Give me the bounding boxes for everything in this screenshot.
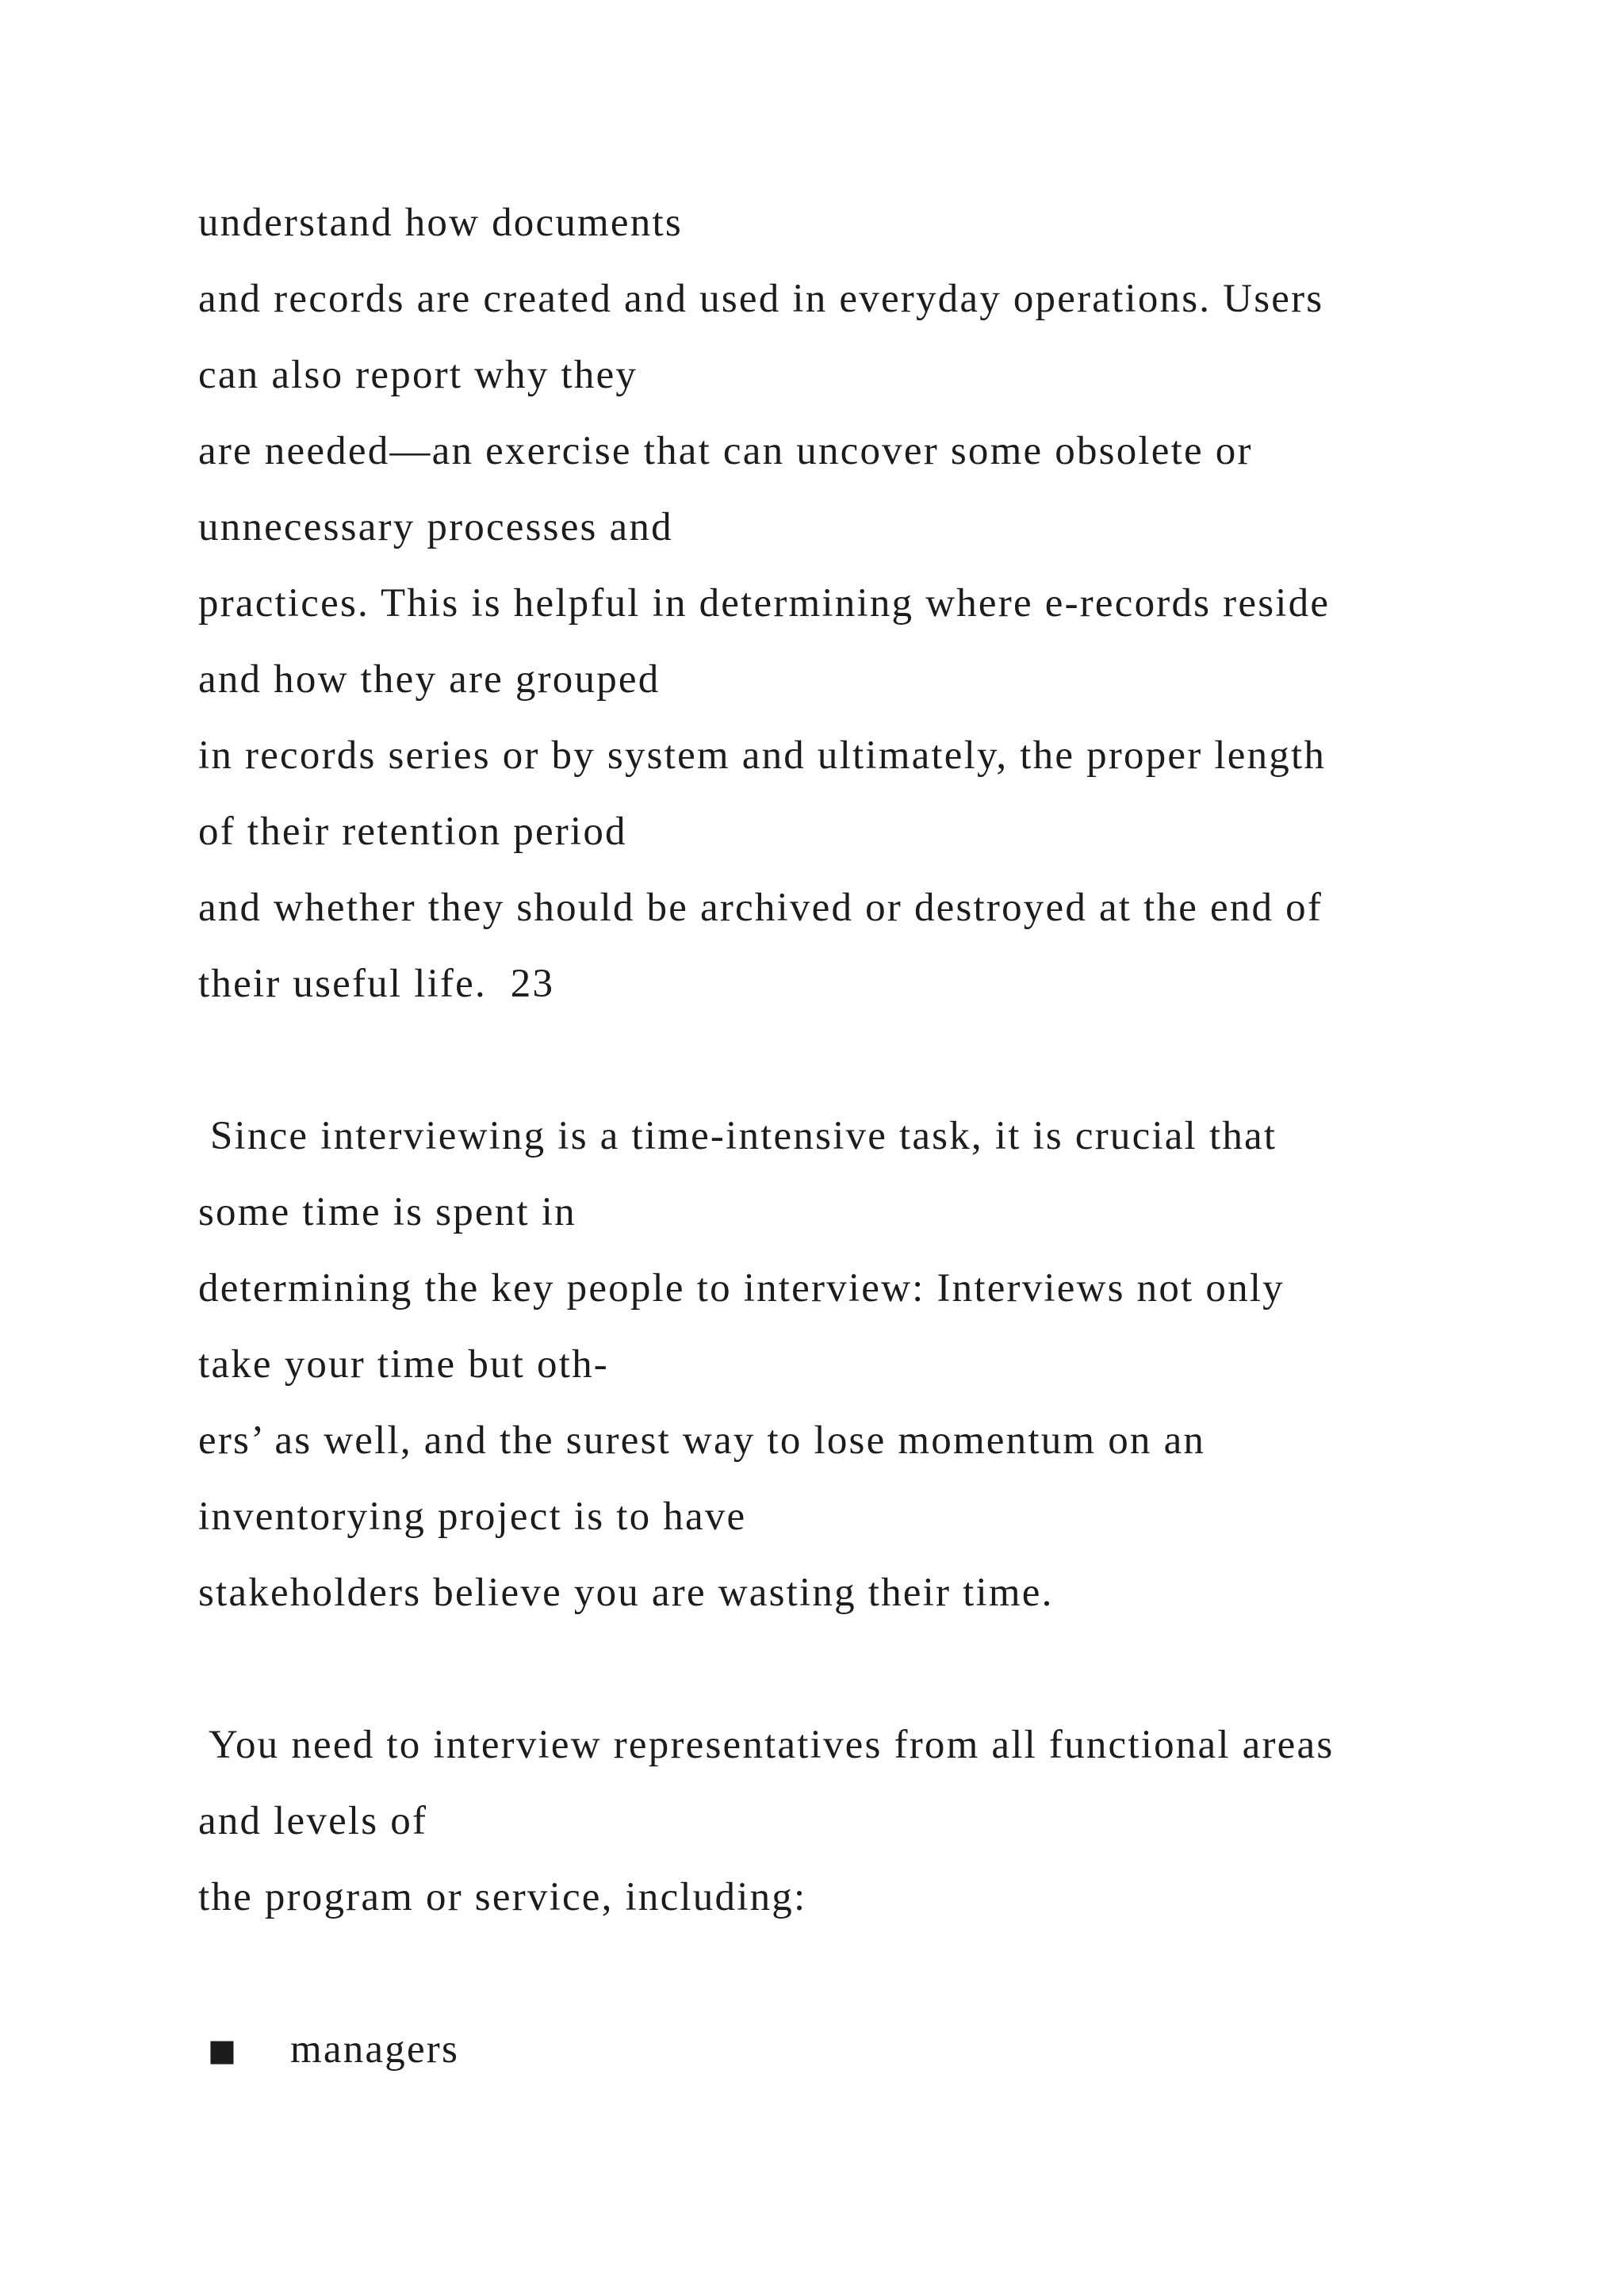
text-line: in records series or by system and ultimately, the proper length [198, 733, 1327, 778]
text-line: unnecessary processes and [198, 505, 673, 549]
text-line: the program or service, including: [198, 1875, 807, 1919]
text-line: stakeholders believe you are wasting their time. [198, 1571, 1054, 1615]
text-line: determining the key people to interview: Interviews not only [198, 1266, 1285, 1311]
text-line: inventorying project is to have [198, 1494, 747, 1539]
text-line: their useful life. 23 [198, 962, 555, 1006]
text-line: ers’ as well, and the surest way to lose momentum on an [198, 1418, 1206, 1463]
text-line: some time is spent in [198, 1190, 576, 1234]
text-line: and whether they should be archived or destroyed at the end of [198, 886, 1323, 930]
text-line: and levels of [198, 1799, 428, 1843]
text-line: take your time but oth- [198, 1342, 609, 1387]
square-bullet-icon: ■ [208, 2033, 236, 2068]
text-line: You need to interview representatives from all functional areas [198, 1723, 1335, 1767]
text-line: are needed—an exercise that can uncover some obsolete or [198, 429, 1253, 473]
list-item-text: managers [290, 2027, 460, 2072]
text-line: understand how documents [198, 201, 683, 245]
text-line: and records are created and used in everyday operations. Users [198, 277, 1324, 321]
text-line: can also report why they [198, 353, 638, 397]
text-line: practices. This is helpful in determining where e-records reside [198, 581, 1331, 626]
text-line: of their retention period [198, 809, 627, 854]
text-line: Since interviewing is a time-intensive task, it is crucial that [198, 1114, 1277, 1158]
text-line: and how they are grouped [198, 657, 661, 702]
